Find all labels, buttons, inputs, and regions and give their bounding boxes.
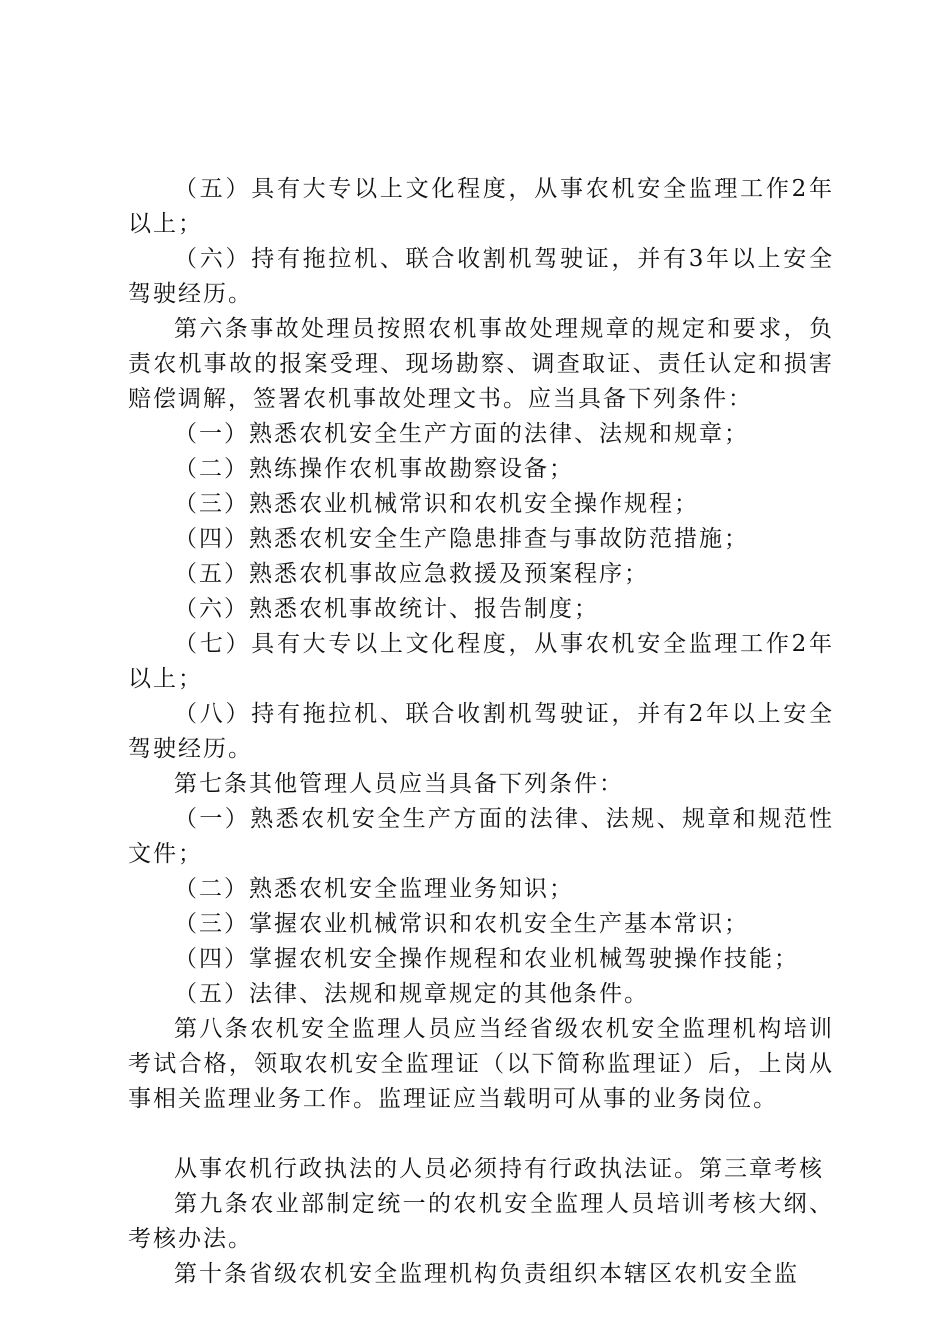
article-6-item-2: （二）熟练操作农机事故勘察设备；: [174, 456, 574, 482]
article-7-paragraph: 第七条其他管理人员应当具备下列条件：: [174, 771, 624, 797]
article-6-paragraph: 第六条事故处理员按照农机事故处理规章的规定和要求，负责农机事故的报案受理、现场勘察、调查取证、责任认定和损害赔偿调解，签署农机事故处理文书。应当具备下列条件：: [128, 316, 834, 412]
article-6-item-5: （五）熟悉农机事故应急救援及预案程序；: [174, 561, 649, 587]
article-7-item-1: （一）熟悉农机安全生产方面的法律、法规、规章和规范性文件；: [128, 806, 834, 867]
article-6-item-4: （四）熟悉农机安全生产隐患排查与事故防范措施；: [174, 526, 749, 552]
article-7-item-4: （四）掌握农机安全操作规程和农业机械驾驶操作技能；: [174, 946, 799, 972]
paragraph-item-6: （六）持有拖拉机、联合收割机驾驶证，并有3年以上安全驾驶经历。: [128, 246, 834, 307]
article-9-paragraph: 第九条农业部制定统一的农机安全监理人员培训考核大纲、考核办法。: [128, 1191, 834, 1252]
article-6-item-1: （一）熟悉农机安全生产方面的法律、法规和规章；: [174, 421, 749, 447]
article-7-item-5: （五）法律、法规和规章规定的其他条件。: [174, 981, 649, 1007]
article-6-item-3: （三）熟悉农业机械常识和农机安全操作规程；: [174, 491, 699, 517]
article-6-item-7: （七）具有大专以上文化程度，从事农机安全监理工作2年以上；: [128, 631, 834, 692]
article-7-item-2: （二）熟悉农机安全监理业务知识；: [174, 876, 574, 902]
article-7-item-3: （三）掌握农业机械常识和农机安全生产基本常识；: [174, 911, 749, 937]
article-10-paragraph: 第十条省级农机安全监理机构负责组织本辖区农机安全监: [174, 1261, 799, 1287]
article-6-item-8: （八）持有拖拉机、联合收割机驾驶证，并有2年以上安全驾驶经历。: [128, 701, 834, 762]
law-enforcement-paragraph: 从事农机行政执法的人员必须持有行政执法证。第三章考核: [174, 1156, 824, 1182]
document-body: [128, 172, 834, 1292]
article-8-paragraph: 第八条农机安全监理人员应当经省级农机安全监理机构培训考试合格，领取农机安全监理证（以下简称监理证）后，上岗从事相关监理业务工作。监理证应当载明可从事的业务岗位。: [128, 1016, 834, 1112]
article-6-item-6: （六）熟悉农机事故统计、报告制度；: [174, 596, 599, 622]
paragraph-item-5: （五）具有大专以上文化程度，从事农机安全监理工作2年以上；: [128, 176, 834, 237]
